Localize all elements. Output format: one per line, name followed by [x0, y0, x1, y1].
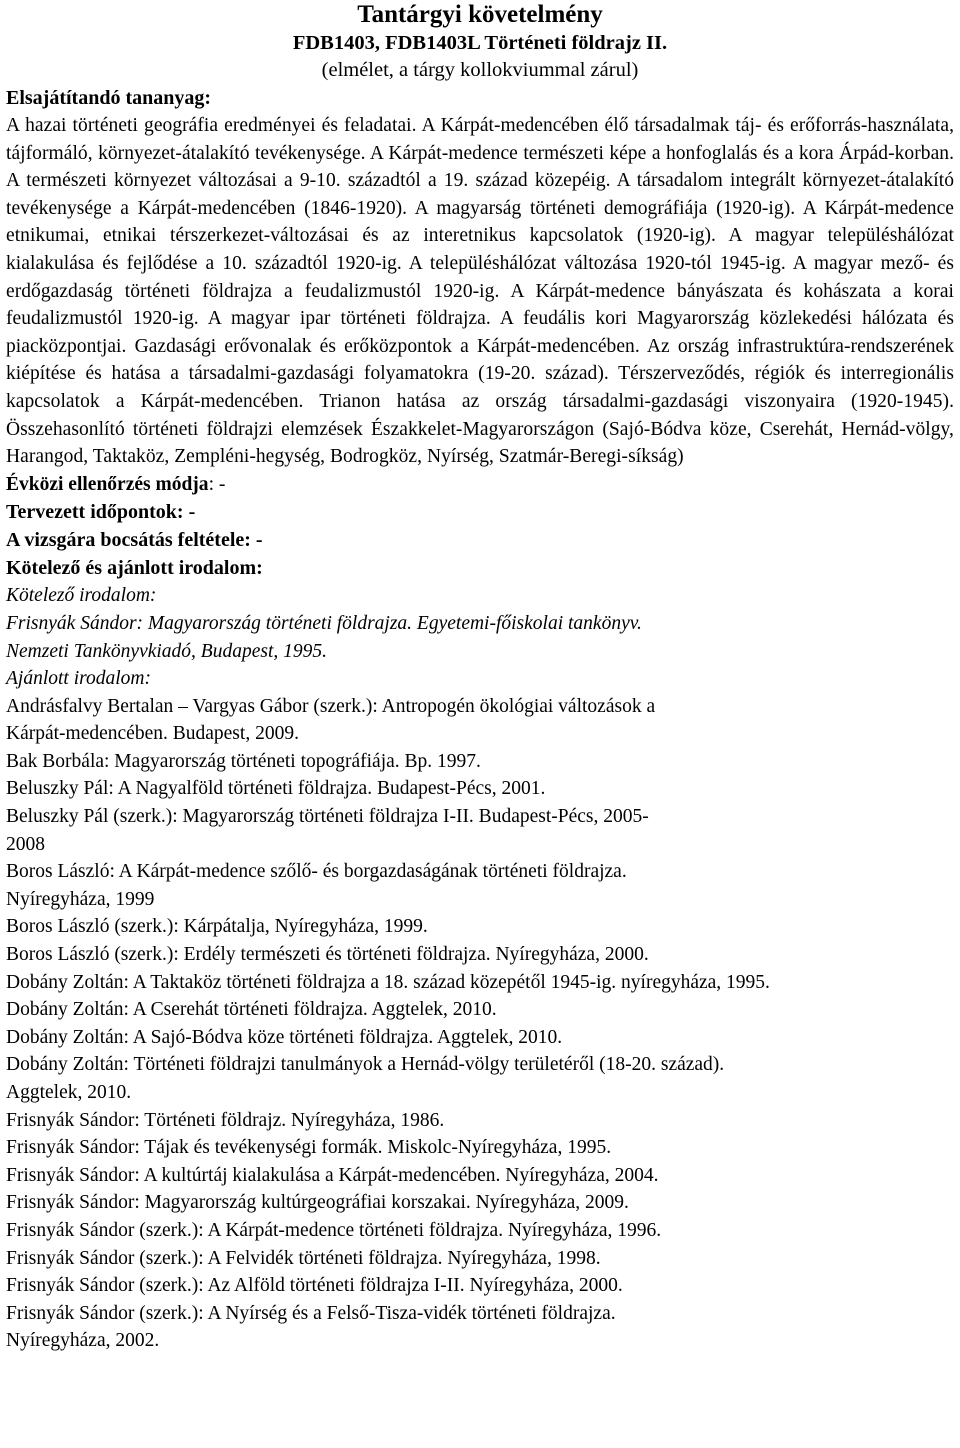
- reference-item: Beluszky Pál: A Nagyalföld történeti földrajza. Budapest-Pécs, 2001.: [6, 778, 546, 800]
- curriculum-text: A hazai történeti geográfia eredményei és feladatai. A Kárpát-medencében élő társadalmak táj- és erőforrás-használata, tájformáló, környezet-átalakító tevékenysége. A Kárpát-medence természeti képe a honfoglalás és a kora Árpád-korban. A természeti környezet változásai a 9-10. századtól a 19. század közepéig. A társadalom integrált környezet-átalakító tevékenysége a Kárpát-medencében (1846-1920). A magyarság történeti demográfiája (1920-ig). A Kárpát-medence etnikumai, etnikai térszerkezet-változásai és az interetnikus kapcsolatok (1920-ig). A magyar településhálózat kialakulása és fejlődése a 10. századtól 1920-ig. A településhálózat változása 1920-tól 1945-ig. A magyar mező- és erdőgazdaság történeti földrajza a feudalizmustól 1920-ig. A Kárpát-medence bányászata és kohászata a korai feudalizmustól 1920-ig. A magyar ipar történeti földrajza. A feudális kori Magyarország közlekedési hálózata és piacközpontjai. Gazdasági erővonalak és erőközpontok a Kárpát-medencében. Az ország infrastruktúra-rendszerének kiépítése és hatása a társadalmi-gazdasági folyamatokra (19-20. század). Térszerveződés, régiók és interregionális kapcsolatok a Kárpát-medencében. Trianon hatása az ország társadalmi-gazdasági viszonyaira (1920-1945). Összehasonlító történeti földrajzi elemzések Északkelet-Magyarországon (Sajó-Bódva köze, Cserehát, Hernád-völgy, Harangod, Taktaköz, Zempléni-hegység, Bodrogköz, Nyírség, Szatmár-Beregi-síkság): [6, 115, 954, 468]
- reference-item: Beluszky Pál (szerk.): Magyarország történeti földrajza I-II. Budapest-Pécs, 2005-: [6, 806, 649, 828]
- mandatory-item: Nemzeti Tankönyvkiadó, Budapest, 1995.: [6, 640, 327, 662]
- reference-item: Frisnyák Sándor: Magyarország kultúrgeográfiai korszakai. Nyíregyháza, 2009.: [6, 1192, 629, 1214]
- reference-item: Andrásfalvy Bertalan – Vargyas Gábor (szerk.): Antropogén ökológiai változások a: [6, 695, 656, 717]
- reference-item: Dobány Zoltán: Történeti földrajzi tanulmányok a Hernád-völgy területéről (18-20. század).: [6, 1054, 725, 1076]
- recommended-literature-label: Ajánlott irodalom:: [6, 668, 151, 690]
- course-note: (elmélet, a tárgy kollokviummal zárul): [321, 59, 639, 81]
- reference-item: Frisnyák Sándor: A kultúrtáj kialakulása a Kárpát-medencében. Nyíregyháza, 2004.: [6, 1164, 659, 1186]
- literature-heading: Kötelező és ajánlott irodalom:: [6, 557, 263, 580]
- reference-item: Frisnyák Sándor (szerk.): Az Alföld történeti földrajza I-II. Nyíregyháza, 2000.: [6, 1275, 623, 1297]
- reference-item: Frisnyák Sándor: Történeti földrajz. Nyíregyháza, 1986.: [6, 1109, 445, 1131]
- midterm-line: [6, 471, 954, 499]
- midterm-value: : -: [208, 473, 226, 495]
- reference-item: Nyíregyháza, 2002.: [6, 1330, 160, 1352]
- reference-item: Nyíregyháza, 1999: [6, 888, 155, 910]
- document-title: Tantárgyi követelmény: [357, 1, 603, 28]
- reference-item: Frisnyák Sándor: Tájak és tevékenységi formák. Miskolc-Nyíregyháza, 1995.: [6, 1137, 612, 1159]
- reference-item: 2008: [6, 833, 45, 855]
- recommended-literature-list: [6, 693, 954, 1355]
- mandatory-item: Frisnyák Sándor: Magyarország történeti földrajza. Egyetemi-főiskolai tankönyv.: [6, 612, 642, 634]
- reference-item: Dobány Zoltán: A Sajó-Bódva köze történeti földrajza. Aggtelek, 2010.: [6, 1026, 563, 1048]
- planned-dates: Tervezett időpontok: -: [6, 501, 196, 524]
- reference-item: Bak Borbála: Magyarország történeti topográfiája. Bp. 1997.: [6, 750, 481, 772]
- mandatory-literature-label: Kötelező irodalom:: [6, 585, 157, 607]
- reference-item: Dobány Zoltán: A Taktaköz történeti földrajza a 18. század közepétől 1945-ig. nyíregyháza, 1995.: [6, 971, 770, 993]
- course-code-title: FDB1403, FDB1403L Történeti földrajz II.: [292, 32, 668, 54]
- reference-item: Aggtelek, 2010.: [6, 1082, 132, 1103]
- reference-item: Frisnyák Sándor (szerk.): A Felvidék történeti földrajza. Nyíregyháza, 1998.: [6, 1247, 601, 1269]
- midterm-label: Évközi ellenőrzés módja: [6, 473, 209, 495]
- curriculum-heading: Elsajátítandó tananyag:: [6, 87, 212, 109]
- reference-item: Frisnyák Sándor (szerk.): A Kárpát-medence történeti földrajza. Nyíregyháza, 1996.: [6, 1219, 662, 1241]
- reference-item: Boros László (szerk.): Kárpátalja, Nyíregyháza, 1999.: [6, 916, 428, 938]
- reference-item: Boros László: A Kárpát-medence szőlő- és borgazdaságának történeti földrajza.: [6, 861, 627, 883]
- reference-item: Dobány Zoltán: A Cserehát történeti földrajza. Aggtelek, 2010.: [6, 999, 497, 1021]
- reference-item: Boros László (szerk.): Erdély természeti és történeti földrajza. Nyíregyháza, 2000.: [6, 944, 649, 966]
- exam-condition: A vizsgára bocsátás feltétele: -: [6, 529, 263, 552]
- document-header: [6, 0, 954, 84]
- reference-item: Kárpát-medencében. Budapest, 2009.: [6, 723, 299, 745]
- reference-item: Frisnyák Sándor (szerk.): A Nyírség és a Felső-Tisza-vidék történeti földrajza.: [6, 1302, 616, 1324]
